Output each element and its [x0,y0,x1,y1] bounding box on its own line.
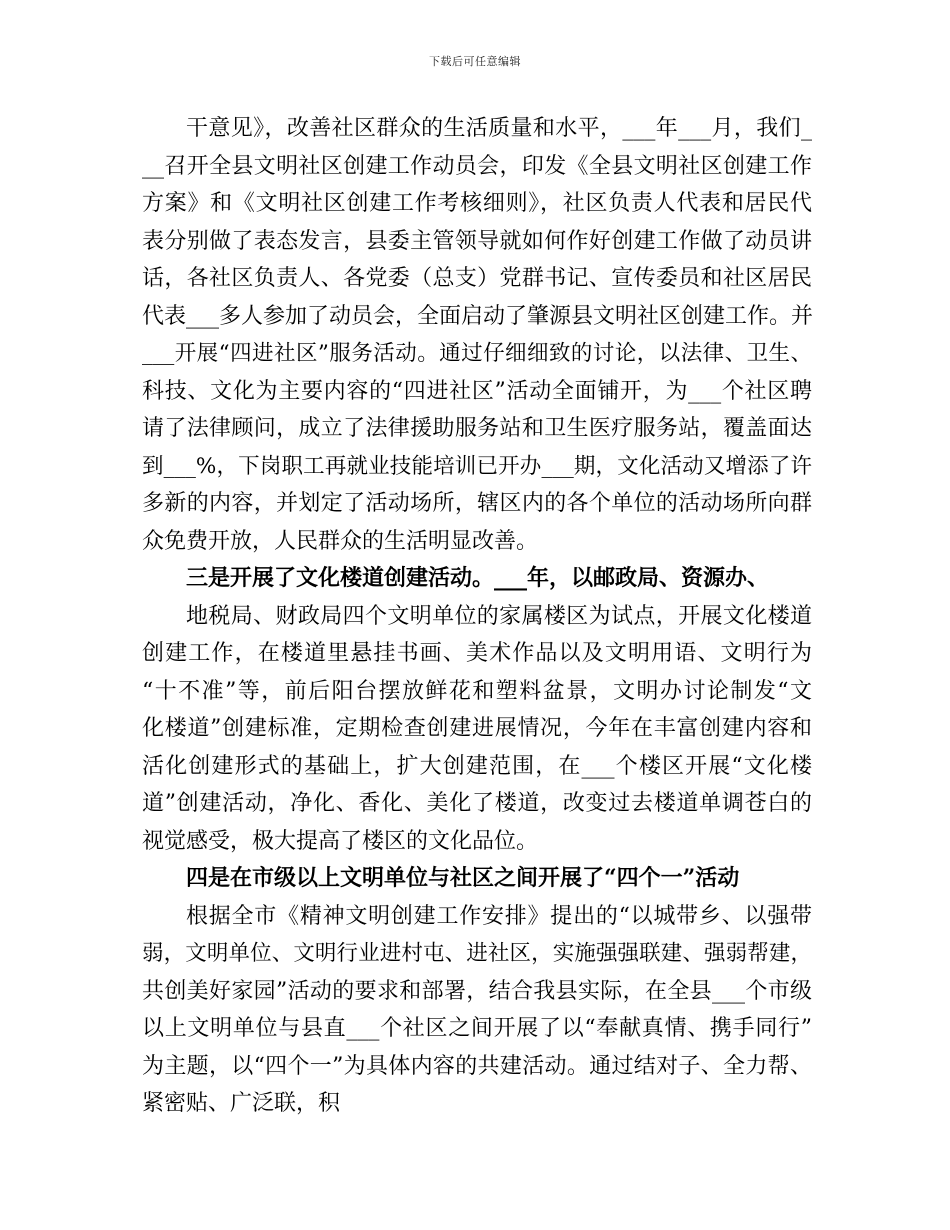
paragraph-line: 紧密贴、广泛联，积 [142,1091,341,1116]
paragraph-line: __召开全县文明社区创建工作动员会，印发《全县文明社区创建工作 [142,153,812,179]
paragraph-line: 共创美好家园”活动的要求和部署，结合我县实际，在全县___个市级 [142,978,812,1004]
paragraph-line: 话，各社区负责人、各党委（总支）党群书记、宣传委员和社区居民 [142,266,812,291]
paragraph-line: 请了法律顾问，成立了法律援助服务站和卫生医疗服务站，覆盖面达 [142,416,812,441]
paragraph-line: 道”创建活动，净化、香化、美化了楼道，改变过去楼道单调苍白的 [142,791,812,816]
paragraph-line: ___开展“四进社区”服务活动。通过仔细细致的讨论，以法律、卫生、 [142,341,812,366]
paragraph-line: 活化创建形式的基础上，扩大创建范围，在___个楼区开展“文化楼 [142,753,812,779]
paragraph-line: 干意见》，改善社区群众的生活质量和水平，___年___月，我们_ [186,116,812,141]
paragraph-line: 科技、文化为主要内容的“四进社区”活动全面铺开，为___个社区聘 [142,378,812,404]
document-body [142,110,812,1123]
paragraph-line: “十不准”等，前后阳台摆放鲜花和塑料盆景，文明办讨论制发“文 [142,678,812,704]
paragraph-line: 根据全市《精神文明创建工作安排》提出的“以城带乡、以强带 [186,903,812,929]
paragraph-line: 多新的内容，并划定了活动场所，辖区内的各个单位的活动场所向群 [142,491,812,516]
paragraph-line: 地税局、财政局四个文明单位的家属楼区为试点，开展文化楼道 [186,603,812,629]
section-heading-4: 四是在市级以上文明单位与社区之间开展了“四个一”活动 [186,865,740,891]
paragraph-line: 创建工作，在楼道里悬挂书画、美术作品以及文明用语、文明行为 [142,641,812,666]
paragraph-line: 视觉感受，极大提高了楼区的文化品位。 [142,828,539,854]
paragraph-line: 到___%，下岗职工再就业技能培训已开办___期，文化活动又增添了许 [142,453,812,479]
paragraph-line: 以上文明单位与县直___个社区之间开展了以“奉献真情、携手同行” [142,1016,812,1041]
paragraph-line: 为主题，以“四个一”为具体内容的共建活动。通过结对子、全力帮、 [142,1053,812,1079]
paragraph-line: 化楼道”创建标准，定期检查创建进展情况，今年在丰富创建内容和 [142,716,812,741]
paragraph-line: 代表___多人参加了动员会，全面启动了肇源县文明社区创建工作。并 [142,303,814,329]
page-header: 下载后可任意编辑 [429,55,521,68]
paragraph-line: 方案》和《文明社区创建工作考核细则》，社区负责人代表和居民代 [142,191,812,216]
section-heading-3: 三是开展了文化楼道创建活动。___年，以邮政局、资源办、 [186,565,770,591]
paragraph-line: 众免费开放，人民群众的生活明显改善。 [142,528,539,554]
paragraph-line: 弱，文明单位、文明行业进村屯、进社区，实施强强联建、强弱帮建， [142,941,812,966]
paragraph-line: 表分别做了表态发言，县委主管领导就如何作好创建工作做了动员讲 [142,228,812,254]
